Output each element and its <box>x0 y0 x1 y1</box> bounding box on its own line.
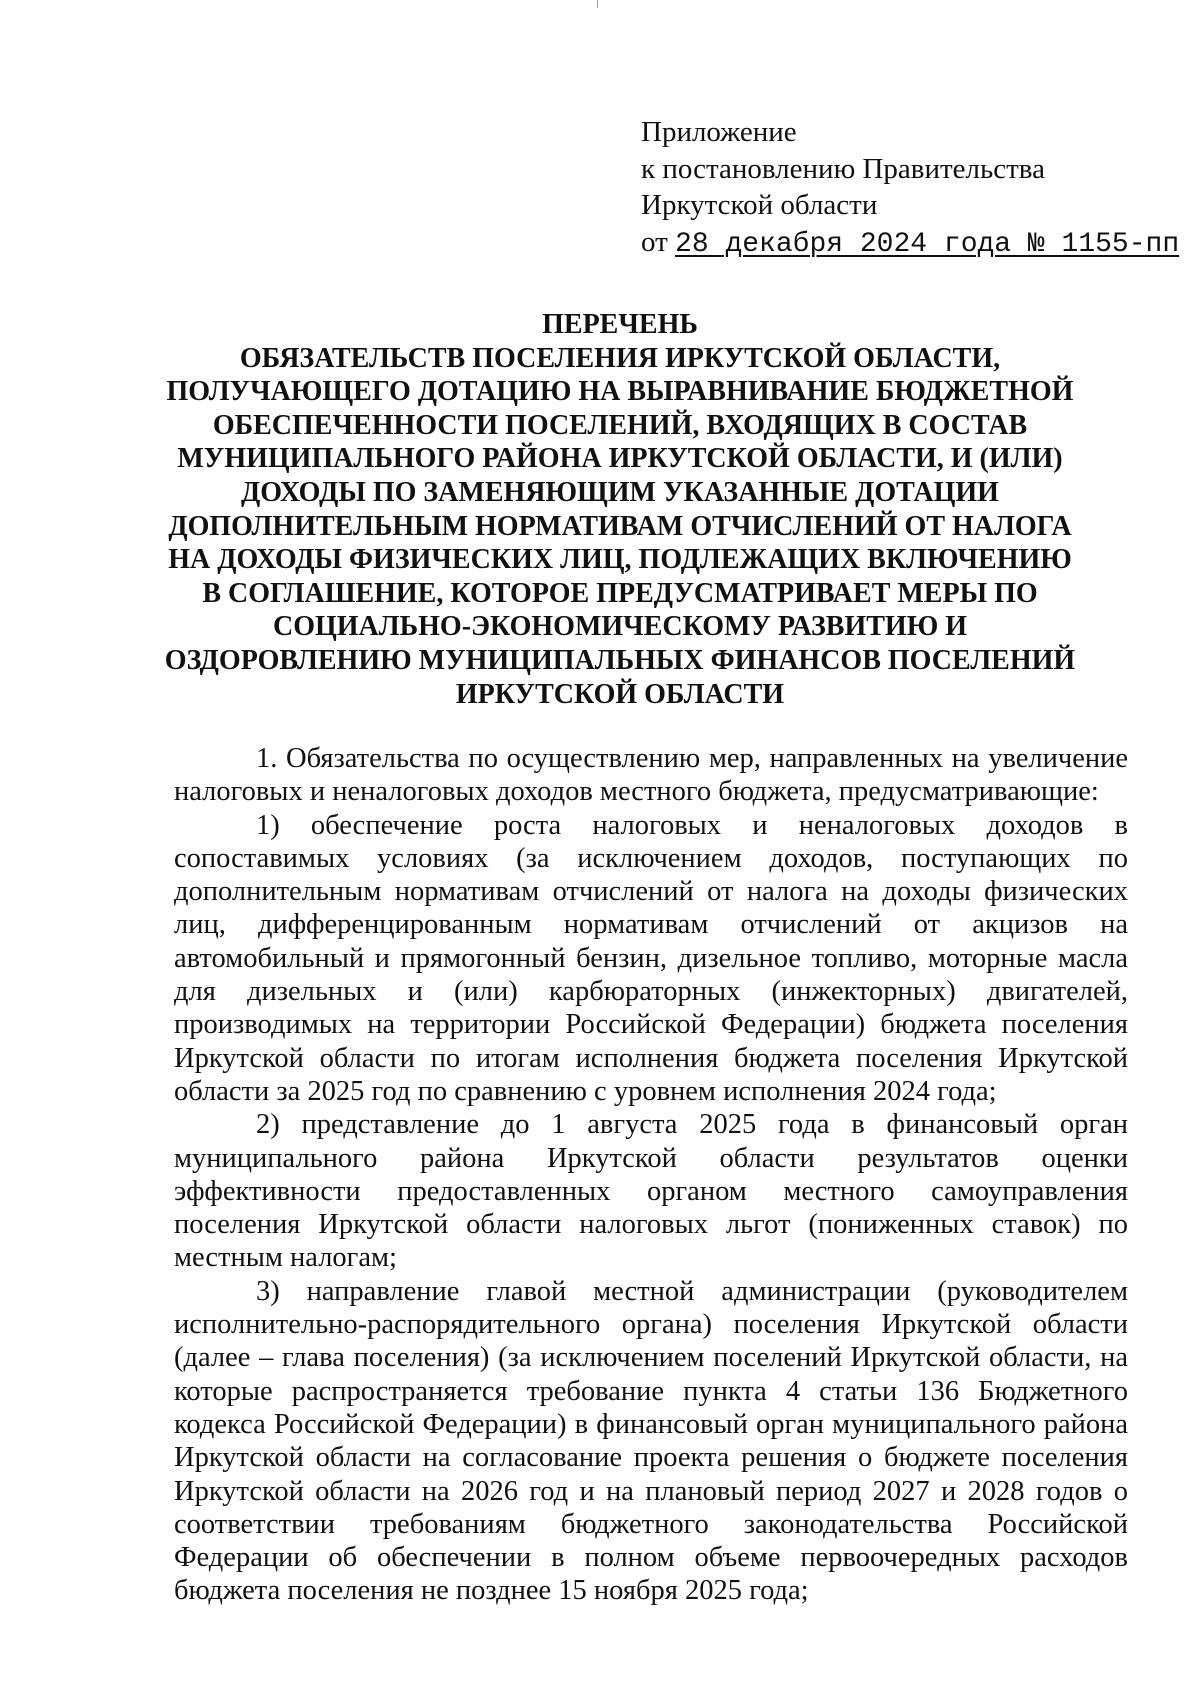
title-line: ОБЯЗАТЕЛЬСТВ ПОСЕЛЕНИЯ ИРКУТСКОЙ ОБЛАСТИ, <box>239 342 1001 374</box>
appendix-date-line <box>641 224 1180 264</box>
title-line: ПЕРЕЧЕНЬ <box>542 309 698 340</box>
paragraph-obligations-intro: 1. Обязательства по осуществлению мер, направленных на увеличение налоговых и неналоговых доходов местного бюджета, предусматривающие: <box>174 743 1128 808</box>
title-line: ОБЕСПЕЧЕННОСТИ ПОСЕЛЕНИЙ, ВХОДЯЩИХ В СОСТАВ <box>212 409 1028 441</box>
title-line: ПОЛУЧАЮЩЕГО ДОТАЦИЮ НА ВЫРАВНИВАНИЕ БЮДЖЕТНОЙ <box>166 376 1074 408</box>
appendix-date-prefix: от <box>641 225 676 258</box>
title-line: ДОПОЛНИТЕЛЬНЫМ НОРМАТИВАМ ОТЧИСЛЕНИЙ ОТ НАЛОГА <box>168 510 1072 542</box>
title-line: ИРКУТСКОЙ ОБЛАСТИ <box>455 678 785 710</box>
appendix-label: Приложение <box>641 116 797 148</box>
title-line: ДОХОДЫ ПО ЗАМЕНЯЮЩИМ УКАЗАННЫЕ ДОТАЦИИ <box>241 476 999 508</box>
appendix-region: Иркутской области <box>641 189 878 221</box>
title-line: В СОГЛАШЕНИЕ, КОТОРОЕ ПРЕДУСМАТРИВАЕТ МЕРЫ ПО <box>202 577 1038 609</box>
appendix-date-number: 28 декабря 2024 года № 1155-пп <box>675 228 1180 260</box>
paragraph-item-2: 2) представление до 1 августа 2025 года в финансовый орган муниципального района Иркутской области результатов оценки эффективности предоставленных органом местного самоуправления поселения Иркутской области налоговых льгот (пониженных ставок) по местным налогам; <box>174 1109 1128 1274</box>
appendix-header <box>641 114 1180 263</box>
title-line: ОЗДОРОВЛЕНИЮ МУНИЦИПАЛЬНЫХ ФИНАНСОВ ПОСЕЛЕНИЙ <box>164 644 1076 676</box>
document-title <box>150 308 1090 711</box>
paragraph-item-3: 3) направление главой местной администрации (руководителем исполнительно-распорядительного органа) поселения Иркутской области (далее – глава поселения) (за исключением поселений Иркутской области, на которые распространяется требование пункта 4 статьи 136 Бюджетного кодекса Российской Федерации) в финансовый орган муниципального района Иркутской области на согласование проекта решения о бюджете поселения Иркутской области на 2026 год и на плановый период 2027 и 2028 годов о соответствии требованиям бюджетного законодательства Российской Федерации об обеспечении в полном объеме первоочередных расходов бюджета поселения не позднее 15 ноября 2025 года; <box>174 1275 1128 1607</box>
title-line: НА ДОХОДЫ ФИЗИЧЕСКИХ ЛИЦ, ПОДЛЕЖАЩИХ ВКЛЮЧЕНИЮ <box>168 544 1072 576</box>
title-line: МУНИЦИПАЛЬНОГО РАЙОНА ИРКУТСКОЙ ОБЛАСТИ, И (ИЛИ) <box>177 443 1063 475</box>
appendix-resolution-ref: к постановлению Правительства <box>641 152 1045 185</box>
paragraph-item-1: 1) обеспечение роста налоговых и неналоговых доходов в сопоставимых условиях (за исключением доходов, поступающих по дополнительным нормативам отчислений от налога на доходы физических лиц, дифференцированным нормативам отчислений от акцизов на автомобильный и прямогонный бензин, дизельное топливо, моторные масла для дизельных и (или) карбюраторных (инжекторных) двигателей, производимых на территории Российской Федерации) бюджета поселения Иркутской области по итогам исполнения бюджета поселения Иркутской области за 2025 год по сравнению с уровнем исполнения 2024 года; <box>174 809 1128 1107</box>
scan-mark <box>597 0 598 8</box>
title-line: СОЦИАЛЬНО-ЭКОНОМИЧЕСКОМУ РАЗВИТИЮ И <box>272 611 968 643</box>
document-body <box>174 742 1128 1608</box>
